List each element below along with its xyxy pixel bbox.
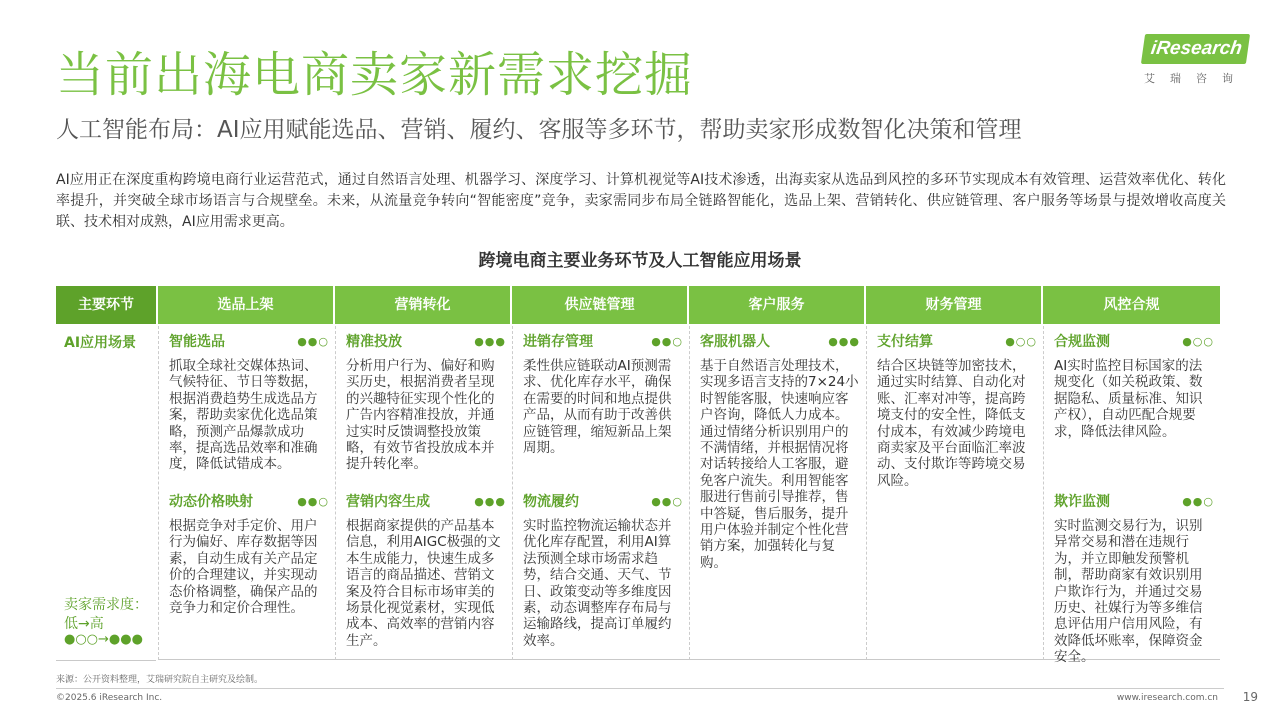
- scenario-title: 进销存管理: [523, 334, 593, 350]
- scenario-card: [346, 330, 506, 473]
- scenario-title: 支付结算: [877, 334, 933, 350]
- demand-legend-scale: ●○○→●●●: [64, 632, 143, 647]
- page-subtitle: 人工智能布局：AI应用赋能选品、营销、履约、客服等多环节，帮助卖家形成数智化决策和管理: [56, 117, 1022, 143]
- demand-level-dots: ●●○: [651, 334, 683, 348]
- copyright-text: ©2025.6 iResearch Inc.: [56, 693, 163, 703]
- scenario-description: 实时监控物流运输状态并优化库存配置，利用AI算法预测全球市场需求趋势，结合交通、天气、节日、政策变动等多维度因素，动态调整库存布局与运输路线，提高订单履约效率。: [523, 518, 672, 649]
- demand-level-dots: ●●○: [651, 494, 683, 508]
- scenario-card: [700, 330, 860, 571]
- header-risk-compliance: 风控合规: [1043, 286, 1220, 324]
- scenario-title: 精准投放: [346, 334, 402, 350]
- table-title: 跨境电商主要业务环节及人工智能应用场景: [478, 251, 802, 271]
- scenario-card: [346, 490, 506, 649]
- demand-legend-label: [64, 596, 148, 634]
- demand-level-dots: ●●●: [828, 334, 860, 348]
- scenario-title: 欺诈监测: [1054, 494, 1110, 510]
- demand-level-dots: ●●○: [1182, 494, 1214, 508]
- scenario-description: AI实时监控目标国家的法规变化（如关税政策、数据隐私、质量标准、知识产权），自动匹配合规要求，降低法律风险。: [1054, 358, 1203, 440]
- scenario-description: 基于自然语言处理技术，实现多语言支持的7×24小时智能客服，快速响应客户咨询，降低人力成本。通过情绪分析识别用户的不满情绪，并根据情况将对话转接给人工客服，避免客户流失。利用智能客服进行售前引导推荐，售中答疑，售后服务，提升用户体验并制定个性化营销方案，加强转化与复购。: [700, 358, 859, 571]
- scenario-description: 根据竞争对手定价、用户行为偏好、库存数据等因素，自动生成有关产品定价的合理建议，并实现动态价格调整，确保产品的竞争力和定价合理性。: [169, 518, 318, 617]
- scenario-description: 抓取全球社交媒体热词、气候特征、节日等数据，根据消费趋势生成选品方案，帮助卖家优化选品策略，预测产品爆款成功率，提高选品效率和准确度，降低试错成本。: [169, 358, 318, 473]
- scenario-title: 智能选品: [169, 334, 225, 350]
- header-product-listing: 选品上架: [158, 286, 335, 324]
- scenario-description: 实时监测交易行为，识别异常交易和潜在违规行为，并立即触发预警机制，帮助商家有效识别用户欺诈行为，并通过交易历史、社媒行为等多维信息评估用户信用风险，有效降低坏账率，保障资金安全。: [1054, 518, 1203, 666]
- demand-level-dots: ●○○: [1182, 334, 1214, 348]
- row-label-column: [56, 326, 156, 661]
- demand-legend-title: 卖家需求度：: [64, 597, 148, 613]
- scenario-title: 营销内容生成: [346, 494, 430, 510]
- scenario-title: 物流履约: [523, 494, 579, 510]
- iresearch-logo: [1138, 34, 1248, 86]
- scenario-card: [1054, 330, 1214, 440]
- website-link[interactable]: www.iresearch.com.cn: [1116, 693, 1218, 703]
- demand-level-dots: ●●●: [474, 334, 506, 348]
- demand-level-dots: ●●○: [297, 494, 329, 508]
- page-title: 当前出海电商卖家新需求挖掘: [56, 47, 694, 103]
- intro-paragraph: AI应用正在深度重构跨境电商行业运营范式，通过自然语言处理、机器学习、深度学习、计算机视觉等AI技术渗透，出海卖家从选品到风控的多环节实现成本有效管理、运营效率优化、转化率提升，并突破全球市场语言与合规壁垒。未来，从流量竞争转向“智能密度”竞争，卖家需同步布局全链路智能化，选品上架、营销转化、供应链管理、客户服务等场景与提效增收高度关联、技术相对成熟，AI应用需求更高。: [56, 172, 1226, 230]
- scenario-title: 合规监测: [1054, 334, 1110, 350]
- header-main-stage: 主要环节: [56, 286, 158, 324]
- logo-chinese-name: 艾瑞咨询: [1144, 72, 1248, 85]
- header-finance: 财务管理: [866, 286, 1043, 324]
- table-header-row: [56, 286, 1220, 324]
- page-number: 19: [1242, 690, 1258, 704]
- demand-level-dots: ●●○: [297, 334, 329, 348]
- scenario-card: [169, 490, 329, 616]
- scenario-card: [523, 330, 683, 456]
- scenario-description: 结合区块链等加密技术，通过实时结算、自动化对账、汇率对冲等，提高跨境支付的安全性，降低支付成本，有效减少跨境电商卖家及平台面临汇率波动、支付欺诈等跨境交易风险。: [877, 358, 1026, 489]
- header-marketing-conversion: 营销转化: [335, 286, 512, 324]
- header-supply-chain: 供应链管理: [512, 286, 689, 324]
- source-note: 来源：公开资料整理，艾瑞研究院自主研究及绘制。: [56, 675, 264, 685]
- scenario-card: [169, 330, 329, 473]
- scenario-card: [523, 490, 683, 649]
- scenario-card: [877, 330, 1037, 489]
- column-marketing-conversion: [335, 326, 512, 660]
- scenario-title: 动态价格映射: [169, 494, 253, 510]
- demand-level-dots: ●○○: [1005, 334, 1037, 348]
- column-customer-service: [689, 326, 866, 660]
- header-customer-service: 客户服务: [689, 286, 866, 324]
- footer-divider: [56, 688, 1224, 689]
- column-supply-chain: [512, 326, 689, 660]
- scenario-description: 柔性供应链联动AI预测需求、优化库存水平，确保在需要的时间和地点提供产品，从而有助于改善供应链管理，缩短新品上架周期。: [523, 358, 672, 457]
- column-risk-compliance: [1043, 326, 1220, 666]
- column-product-listing: [158, 326, 335, 660]
- scenario-card: [1054, 490, 1214, 666]
- scenario-title: 客服机器人: [700, 334, 770, 350]
- scenario-description: 分析用户行为、偏好和购买历史，根据消费者呈现的兴趣特征实现个性化的广告内容精准投放，并通过实时反馈调整投放策略，有效节省投放成本并提升转化率。: [346, 358, 495, 473]
- column-finance: [866, 326, 1043, 660]
- demand-level-dots: ●●●: [474, 494, 506, 508]
- row-label-ai-scenarios: AI应用场景: [64, 335, 137, 351]
- scenario-description: 根据商家提供的产品基本信息，利用AIGC极强的文本生成能力，快速生成多语言的商品描述、营销文案及符合目标市场审美的场景化视觉素材，实现低成本、高效率的营销内容生产。: [346, 518, 501, 649]
- logo-brand: iResearch: [1141, 34, 1250, 64]
- demand-legend-range: 低→高: [64, 616, 104, 632]
